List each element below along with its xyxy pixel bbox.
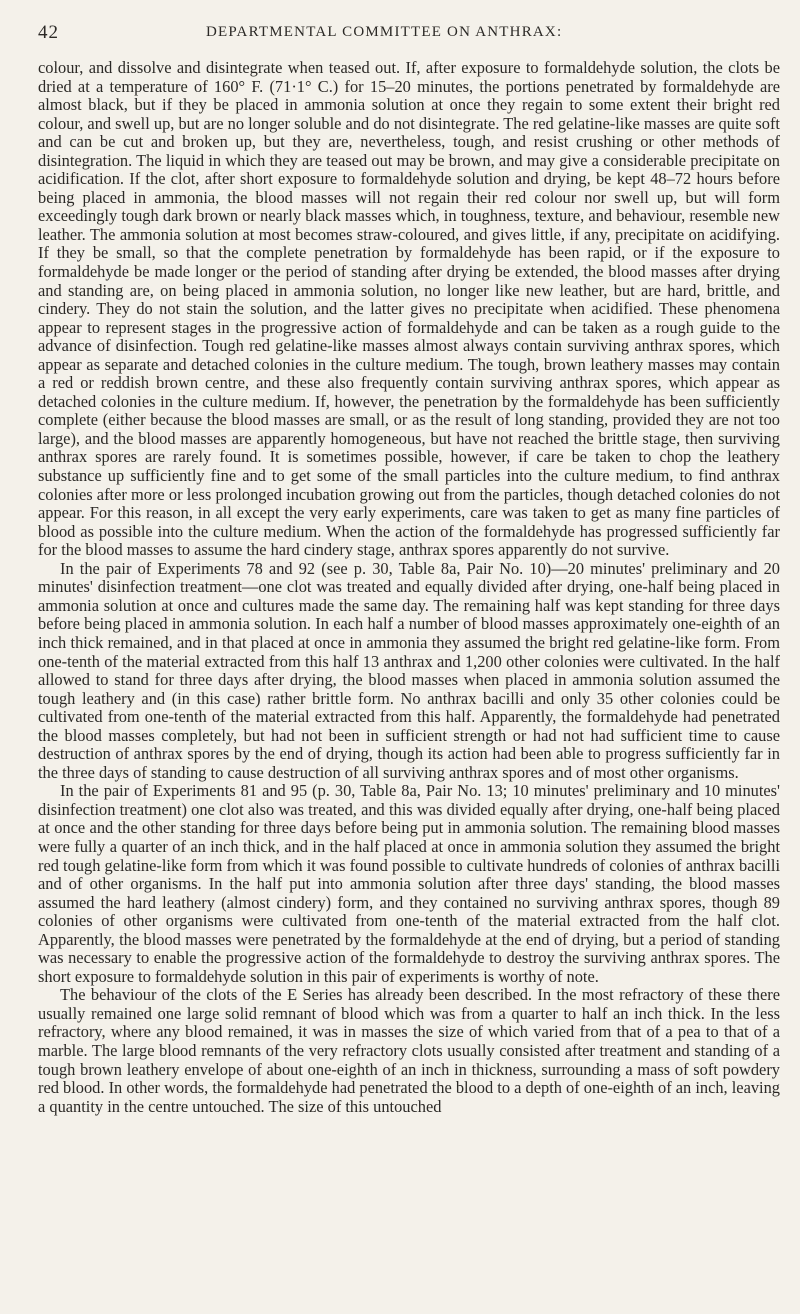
paragraph-e-series: The behaviour of the clots of the E Series has already been described. In the most refractory of these there usually remained one large solid remnant of blood which was from a quarter to half an inch thick. In the less refractory, where any blood remained, it was in masses the size of which varied from that of a pea to that of a marble. The large blood remnants of the very refractory clots usually consisted after treatment and standing of a tough brown leathery envelope of about one-eighth of an inch in thickness, surrounding a mass of soft powdery red blood. In other words, the formaldehyde had penetrated the blood to a depth of one-eighth of an inch, leaving a quantity in the centre untouched. The size of this untouched — [38, 985, 780, 1116]
paragraph-experiments-78-92: In the pair of Experiments 78 and 92 (see p. 30, Table 8a, Pair No. 10)—20 minutes' preliminary and 20 minutes' disinfection treatment—one clot was treated and equally divided after drying, one-half being placed in ammonia solution at once and cultures made the same day. The remaining half was kept standing for three days before being placed in ammonia solution. In each half a number of blood masses approximately one-eighth of an inch thick remained, and in that placed at once in ammonia they assumed the bright red gelatine-like form. From one-tenth of the material extracted from this half 13 anthrax and 1,200 other colonies were cultivated. In the half allowed to stand for three days after drying, the blood masses when placed in ammonia solution assumed the tough leathery and (in this case) rather brittle form. No anthrax bacilli and only 35 other colonies could be cultivated from one-tenth of the material extracted from this half. Apparently, the formaldehyde had penetrated the blood masses completely, but had not been in sufficient strength or had not had sufficient time to cause destruction of anthrax spores by the end of drying, though its action had been able to progress sufficiently far in the three days of standing to cause destruction of all surviving anthrax spores and of most other organisms. — [38, 558, 780, 782]
running-head: DEPARTMENTAL COMMITTEE ON ANTHRAX: — [206, 24, 563, 40]
page-header — [38, 22, 770, 46]
page-number: 42 — [38, 22, 59, 43]
body-text — [38, 59, 780, 1116]
paragraph-experiments-81-95: In the pair of Experiments 81 and 95 (p. 30, Table 8a, Pair No. 13; 10 minutes' preliminary and 10 minutes' disinfection treatment) one clot also was treated, and this was divided equally after drying, one-half being placed at once and the other standing for three days before being put in ammonia solution. The remaining blood masses were fully a quarter of an inch thick, and in the half placed at once in ammonia solution they assumed the bright red tough gelatine-like form from which it was found possible to cultivate hundreds of colonies of anthrax bacilli and of other organisms. In the half put into ammonia solution after three days' standing, the blood masses assumed the hard leathery (almost cindery) form, and they contained no surviving anthrax spores, though 89 colonies of other organisms were cultivated from one-tenth of the material extracted from the half clot. Apparently, the blood masses were penetrated by the formaldehyde at the end of drying, but a period of standing was necessary to enable the progressive action of the formaldehyde to destroy the surviving anthrax spores. The short exposure to formaldehyde solution in this pair of experiments is worthy of note. — [38, 781, 780, 986]
paragraph-continued: colour, and dissolve and disintegrate when teased out. If, after exposure to formaldehyde solution, the clots be dried at a temperature of 160° F. (71·1° C.) for 15–20 minutes, the portions penetrated by formaldehyde are almost black, but if they be placed in ammonia solution at once they regain to some extent their bright red colour, and swell up, but are no longer soluble and do not disintegrate. The red gelatine-like masses are quite soft and can be cut and broken up, but they are, nevertheless, tough, and resist crushing or other methods of disintegration. The liquid in which they are teased out may be brown, and may give a considerable precipitate on acidification. If the clot, after short exposure to formaldehyde solution and drying, be kept 48–72 hours before being placed in ammonia, the blood masses will not regain their red colour nor swell up, but will form exceedingly tough dark brown or nearly black masses which, in toughness, texture, and behaviour, resemble new leather. The ammonia solution at most becomes straw-coloured, and gives little, if any, precipitate on acidifying. If they be small, so that the complete penetration by formaldehyde has been rapid, or if the exposure to formaldehyde be made longer or the period of standing after drying be extended, the blood masses after drying and standing are, on being placed in ammonia solution, no longer like new leather, but are hard, brittle, and cindery. They do not stain the solution, and the latter gives no precipitate when acidified. These phenomena appear to represent stages in the progressive action of formaldehyde and can be taken as a rough guide to the advance of disinfection. Tough red gelatine-like masses almost always contain surviving anthrax spores, which appear as separate and detached colonies in the culture medium. The tough, brown leathery masses may contain a red or reddish brown centre, and these also frequently contain surviving anthrax spores, which appear as detached colonies in the culture medium. If, however, the penetration by the formaldehyde has been sufficiently complete (either because the blood masses are small, or as the result of long standing, provided they are not too large), and the blood masses are apparently homogeneous, but have not reached the brittle stage, then surviving anthrax spores are rarely found. It is sometimes possible, however, if care be taken to chop the leathery substance up sufficiently fine and to get some of the small particles into the culture medium, to find anthrax colonies after more or less prolonged incubation growing out from the particles, though detached colonies do not appear. For this reason, in all except the very early experiments, care was taken to get as many fine particles of blood as possible into the culture medium. When the action of the formaldehyde has progressed sufficiently far for the blood masses to assume the hard cindery stage, anthrax spores apparently do not survive. — [38, 58, 780, 560]
